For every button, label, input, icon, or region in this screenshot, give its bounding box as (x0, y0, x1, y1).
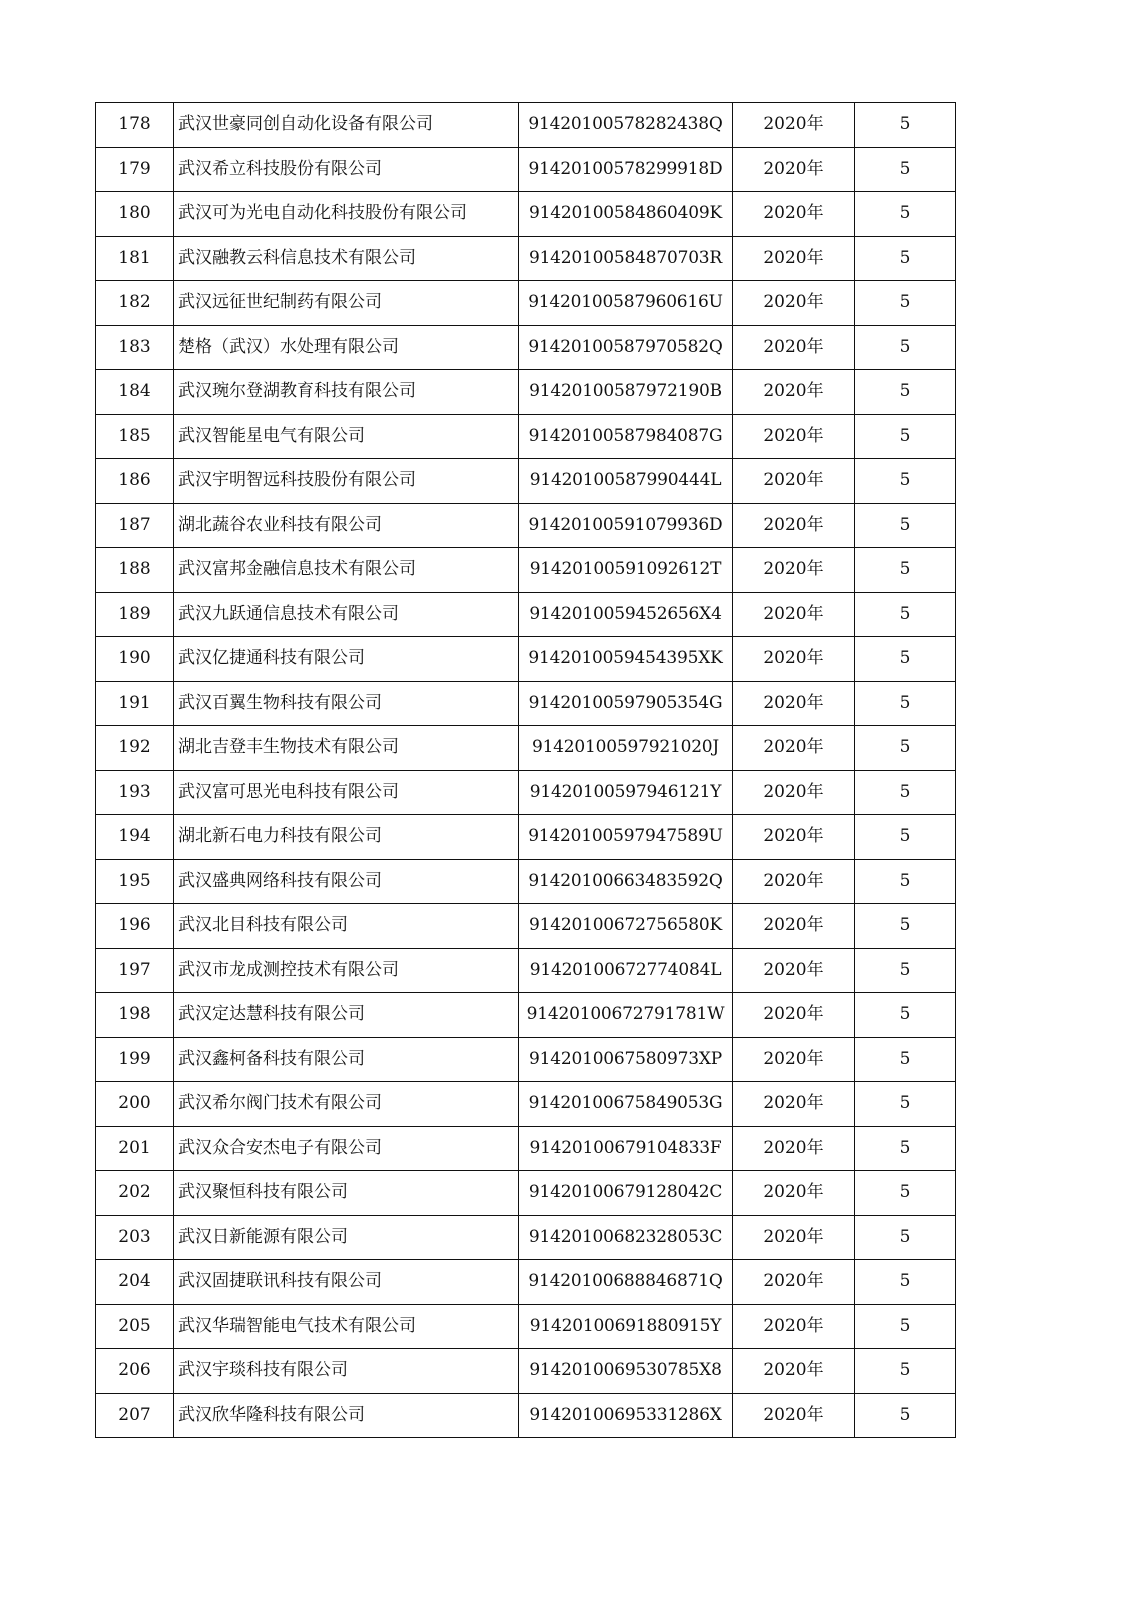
credit-code-cell: 91420100672756580K (519, 904, 733, 949)
table-row (96, 325, 956, 370)
table-row (96, 904, 956, 949)
row-number-cell: 193 (96, 770, 174, 815)
year-cell: 2020年 (733, 1171, 855, 1216)
table-row (96, 592, 956, 637)
company-table-body (96, 103, 956, 1438)
year-cell: 2020年 (733, 548, 855, 593)
row-number-cell: 182 (96, 281, 174, 326)
year-cell: 2020年 (733, 1082, 855, 1127)
score-cell: 5 (855, 103, 956, 148)
row-number-cell: 185 (96, 414, 174, 459)
row-number-cell: 197 (96, 948, 174, 993)
credit-code-cell: 91420100587970582Q (519, 325, 733, 370)
table-row (96, 548, 956, 593)
table-row (96, 147, 956, 192)
year-cell: 2020年 (733, 948, 855, 993)
credit-code-cell: 91420100584860409K (519, 192, 733, 237)
company-name-cell: 武汉希立科技股份有限公司 (174, 147, 519, 192)
year-cell: 2020年 (733, 993, 855, 1038)
table-row (96, 948, 956, 993)
score-cell: 5 (855, 770, 956, 815)
row-number-cell: 190 (96, 637, 174, 682)
credit-code-cell: 91420100578282438Q (519, 103, 733, 148)
row-number-cell: 181 (96, 236, 174, 281)
year-cell: 2020年 (733, 103, 855, 148)
row-number-cell: 188 (96, 548, 174, 593)
row-number-cell: 200 (96, 1082, 174, 1127)
credit-code-cell: 91420100675849053G (519, 1082, 733, 1127)
company-name-cell: 武汉鑫柯备科技有限公司 (174, 1037, 519, 1082)
row-number-cell: 194 (96, 815, 174, 860)
company-name-cell: 武汉日新能源有限公司 (174, 1215, 519, 1260)
row-number-cell: 205 (96, 1304, 174, 1349)
score-cell: 5 (855, 948, 956, 993)
score-cell: 5 (855, 637, 956, 682)
company-name-cell: 武汉九跃通信息技术有限公司 (174, 592, 519, 637)
credit-code-cell: 91420100682328053C (519, 1215, 733, 1260)
table-row (96, 1215, 956, 1260)
table-row (96, 726, 956, 771)
score-cell: 5 (855, 1393, 956, 1438)
row-number-cell: 187 (96, 503, 174, 548)
score-cell: 5 (855, 370, 956, 415)
credit-code-cell: 91420100587990444L (519, 459, 733, 504)
table-row (96, 459, 956, 504)
table-row (96, 281, 956, 326)
score-cell: 5 (855, 414, 956, 459)
score-cell: 5 (855, 993, 956, 1038)
credit-code-cell: 91420100663483592Q (519, 859, 733, 904)
table-row (96, 770, 956, 815)
year-cell: 2020年 (733, 1393, 855, 1438)
company-name-cell: 武汉富邦金融信息技术有限公司 (174, 548, 519, 593)
credit-code-cell: 91420100591079936D (519, 503, 733, 548)
year-cell: 2020年 (733, 815, 855, 860)
year-cell: 2020年 (733, 904, 855, 949)
score-cell: 5 (855, 503, 956, 548)
row-number-cell: 191 (96, 681, 174, 726)
score-cell: 5 (855, 1082, 956, 1127)
credit-code-cell: 91420100597946121Y (519, 770, 733, 815)
company-name-cell: 武汉华瑞智能电气技术有限公司 (174, 1304, 519, 1349)
table-row (96, 637, 956, 682)
credit-code-cell: 9142010059452656X4 (519, 592, 733, 637)
credit-code-cell: 91420100587972190B (519, 370, 733, 415)
company-name-cell: 武汉固捷联讯科技有限公司 (174, 1260, 519, 1305)
row-number-cell: 195 (96, 859, 174, 904)
credit-code-cell: 91420100587984087G (519, 414, 733, 459)
table-row (96, 1171, 956, 1216)
credit-code-cell: 91420100578299918D (519, 147, 733, 192)
score-cell: 5 (855, 1304, 956, 1349)
row-number-cell: 207 (96, 1393, 174, 1438)
table-row (96, 1260, 956, 1305)
score-cell: 5 (855, 548, 956, 593)
year-cell: 2020年 (733, 1037, 855, 1082)
year-cell: 2020年 (733, 1349, 855, 1394)
company-name-cell: 武汉众合安杰电子有限公司 (174, 1126, 519, 1171)
company-name-cell: 武汉宇明智远科技股份有限公司 (174, 459, 519, 504)
score-cell: 5 (855, 1037, 956, 1082)
credit-code-cell: 91420100672774084L (519, 948, 733, 993)
score-cell: 5 (855, 1126, 956, 1171)
credit-code-cell: 91420100679104833F (519, 1126, 733, 1171)
row-number-cell: 199 (96, 1037, 174, 1082)
year-cell: 2020年 (733, 859, 855, 904)
company-name-cell: 武汉智能星电气有限公司 (174, 414, 519, 459)
table-row (96, 815, 956, 860)
score-cell: 5 (855, 1215, 956, 1260)
credit-code-cell: 91420100591092612T (519, 548, 733, 593)
year-cell: 2020年 (733, 1260, 855, 1305)
row-number-cell: 203 (96, 1215, 174, 1260)
table-row (96, 414, 956, 459)
score-cell: 5 (855, 281, 956, 326)
score-cell: 5 (855, 904, 956, 949)
row-number-cell: 186 (96, 459, 174, 504)
company-name-cell: 武汉融教云科信息技术有限公司 (174, 236, 519, 281)
year-cell: 2020年 (733, 637, 855, 682)
table-row (96, 503, 956, 548)
credit-code-cell: 91420100688846871Q (519, 1260, 733, 1305)
table-row (96, 1304, 956, 1349)
company-name-cell: 武汉琬尔登湖教育科技有限公司 (174, 370, 519, 415)
year-cell: 2020年 (733, 370, 855, 415)
score-cell: 5 (855, 192, 956, 237)
score-cell: 5 (855, 1349, 956, 1394)
score-cell: 5 (855, 1171, 956, 1216)
table-row (96, 1349, 956, 1394)
score-cell: 5 (855, 815, 956, 860)
table-row (96, 1393, 956, 1438)
year-cell: 2020年 (733, 325, 855, 370)
table-row (96, 681, 956, 726)
credit-code-cell: 91420100679128042C (519, 1171, 733, 1216)
credit-code-cell: 91420100597947589U (519, 815, 733, 860)
credit-code-cell: 9142010059454395XK (519, 637, 733, 682)
company-name-cell: 武汉聚恒科技有限公司 (174, 1171, 519, 1216)
company-name-cell: 武汉市龙成测控技术有限公司 (174, 948, 519, 993)
row-number-cell: 184 (96, 370, 174, 415)
company-name-cell: 湖北吉登丰生物技术有限公司 (174, 726, 519, 771)
year-cell: 2020年 (733, 236, 855, 281)
company-name-cell: 武汉富可思光电科技有限公司 (174, 770, 519, 815)
score-cell: 5 (855, 1260, 956, 1305)
table-row (96, 1082, 956, 1127)
row-number-cell: 202 (96, 1171, 174, 1216)
company-name-cell: 武汉世豪同创自动化设备有限公司 (174, 103, 519, 148)
credit-code-cell: 91420100597921020J (519, 726, 733, 771)
year-cell: 2020年 (733, 726, 855, 771)
row-number-cell: 192 (96, 726, 174, 771)
year-cell: 2020年 (733, 281, 855, 326)
company-name-cell: 武汉欣华隆科技有限公司 (174, 1393, 519, 1438)
score-cell: 5 (855, 459, 956, 504)
credit-code-cell: 91420100672791781W (519, 993, 733, 1038)
row-number-cell: 198 (96, 993, 174, 1038)
credit-code-cell: 9142010069530785X8 (519, 1349, 733, 1394)
score-cell: 5 (855, 147, 956, 192)
table-row (96, 993, 956, 1038)
year-cell: 2020年 (733, 414, 855, 459)
company-name-cell: 武汉可为光电自动化科技股份有限公司 (174, 192, 519, 237)
company-name-cell: 武汉盛典网络科技有限公司 (174, 859, 519, 904)
row-number-cell: 183 (96, 325, 174, 370)
row-number-cell: 180 (96, 192, 174, 237)
credit-code-cell: 91420100691880915Y (519, 1304, 733, 1349)
company-name-cell: 湖北新石电力科技有限公司 (174, 815, 519, 860)
year-cell: 2020年 (733, 770, 855, 815)
row-number-cell: 189 (96, 592, 174, 637)
year-cell: 2020年 (733, 147, 855, 192)
company-table (95, 102, 956, 1438)
company-name-cell: 湖北蔬谷农业科技有限公司 (174, 503, 519, 548)
year-cell: 2020年 (733, 1304, 855, 1349)
credit-code-cell: 9142010067580973XP (519, 1037, 733, 1082)
credit-code-cell: 91420100695331286X (519, 1393, 733, 1438)
credit-code-cell: 91420100584870703R (519, 236, 733, 281)
credit-code-cell: 91420100587960616U (519, 281, 733, 326)
year-cell: 2020年 (733, 681, 855, 726)
company-name-cell: 武汉定达慧科技有限公司 (174, 993, 519, 1038)
score-cell: 5 (855, 592, 956, 637)
table-row (96, 1126, 956, 1171)
year-cell: 2020年 (733, 192, 855, 237)
credit-code-cell: 91420100597905354G (519, 681, 733, 726)
year-cell: 2020年 (733, 1215, 855, 1260)
row-number-cell: 196 (96, 904, 174, 949)
year-cell: 2020年 (733, 503, 855, 548)
table-row (96, 370, 956, 415)
year-cell: 2020年 (733, 592, 855, 637)
table-row (96, 192, 956, 237)
score-cell: 5 (855, 236, 956, 281)
row-number-cell: 206 (96, 1349, 174, 1394)
year-cell: 2020年 (733, 1126, 855, 1171)
score-cell: 5 (855, 859, 956, 904)
year-cell: 2020年 (733, 459, 855, 504)
row-number-cell: 201 (96, 1126, 174, 1171)
company-name-cell: 武汉远征世纪制药有限公司 (174, 281, 519, 326)
score-cell: 5 (855, 325, 956, 370)
row-number-cell: 178 (96, 103, 174, 148)
company-name-cell: 楚格（武汉）水处理有限公司 (174, 325, 519, 370)
score-cell: 5 (855, 726, 956, 771)
company-name-cell: 武汉亿捷通科技有限公司 (174, 637, 519, 682)
row-number-cell: 204 (96, 1260, 174, 1305)
company-name-cell: 武汉北目科技有限公司 (174, 904, 519, 949)
table-row (96, 236, 956, 281)
row-number-cell: 179 (96, 147, 174, 192)
company-name-cell: 武汉希尔阀门技术有限公司 (174, 1082, 519, 1127)
company-name-cell: 武汉宇琰科技有限公司 (174, 1349, 519, 1394)
score-cell: 5 (855, 681, 956, 726)
company-name-cell: 武汉百翼生物科技有限公司 (174, 681, 519, 726)
table-row (96, 1037, 956, 1082)
table-row (96, 103, 956, 148)
table-row (96, 859, 956, 904)
